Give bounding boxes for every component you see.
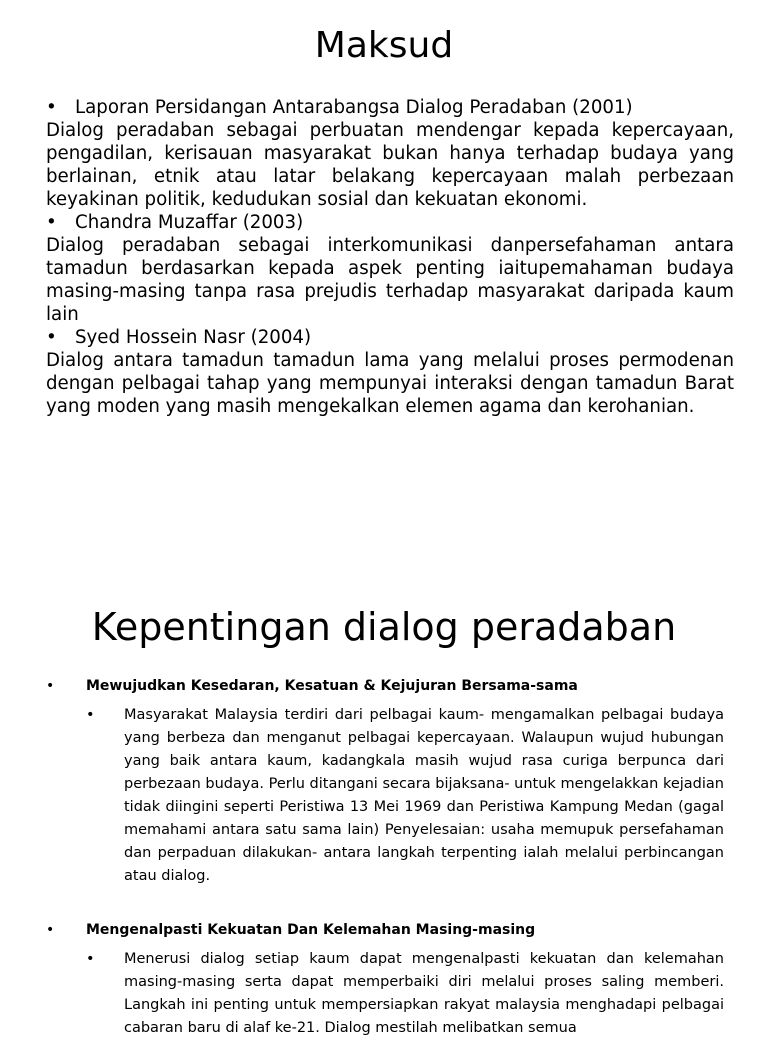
bullet-marker: •: [46, 922, 55, 938]
sub-bullet: [46, 704, 724, 888]
bullet-marker: •: [46, 678, 55, 694]
sub-bullet-text: Masyarakat Malaysia terdiri dari pelbagai kaum- mengamalkan pelbagai budaya yang berbeza dan menganut pelbagai kepercayaan. Walaupun wujud hubungan yang baik antara kaum, kadangkala masih wujud rasa curiga berpunca dari perbezaan budaya. Perlu ditangani secara bijaksana- untuk mengelakkan kejadian tidak diingini seperti Peristiwa 13 Mei 1969 dan Peristiwa Kampung Medan (gagal memahami antara satu sama lain) Penyelesaian: usaha memupuk persefahaman dan perpaduan dilakukan- antara langkah terpenting ialah melalui perbincangan atau dialog.: [124, 707, 724, 884]
bullet-item: [46, 211, 734, 234]
importance-section: [46, 920, 724, 1040]
section-heading-text: Mewujudkan Kesedaran, Kesatuan & Kejujuran Bersama-sama: [86, 678, 578, 694]
definition-paragraph: Dialog peradaban sebagai interkomunikasi danpersefahaman antara tamadun berdasarkan kepada aspek penting iaitupemahaman budaya masing-masing tanpa rasa prejudis terhadap masyarakat daripada kaum lain: [46, 235, 734, 325]
bullet-marker: •: [46, 212, 57, 233]
sub-bullet-text: Menerusi dialog setiap kaum dapat mengenalpasti kekuatan dan kelemahan masing-masing serta dapat memperbaiki diri melalui proses saling memberi. Langkah ini penting untuk mempersiapkan rakyat malaysia menghadapi pelbagai cabaran baru di alaf ke-21. Dialog mestilah melibatkan semua: [124, 951, 724, 1036]
section-heading: [46, 920, 724, 940]
slide-body: [46, 96, 734, 418]
section-heading-text: Mengenalpasti Kekuatan Dan Kelemahan Masing-masing: [86, 922, 536, 938]
bullet-text: Laporan Persidangan Antarabangsa Dialog Peradaban (2001): [75, 97, 633, 118]
bullet-text: Chandra Muzaffar (2003): [75, 212, 304, 233]
bullet-item: [46, 96, 734, 119]
bullet-marker: •: [46, 327, 57, 348]
slide-title: Kepentingan dialog peradaban: [91, 605, 677, 649]
importance-section: [46, 676, 724, 888]
bullet-marker: •: [46, 97, 57, 118]
definition-paragraph: Dialog antara tamadun tamadun lama yang melalui proses permodenan dengan pelbagai tahap yang mempunyai interaksi dengan tamadun Barat yang moden yang masih mengekalkan elemen agama dan kerohanian.: [46, 350, 734, 417]
slide-title: Maksud: [314, 25, 454, 66]
definition-paragraph: Dialog peradaban sebagai perbuatan mendengar kepada kepercayaan, pengadilan, kerisauan masyarakat bukan hanya terhadap budaya yang berlainan, etnik atau latar belakang kepercayaan malah perbezaan keyakinan politik, kedudukan sosial dan kekuatan ekonomi.: [46, 120, 734, 210]
bullet-item: [46, 326, 734, 349]
sub-bullet: [46, 948, 724, 1040]
bullet-text: Syed Hossein Nasr (2004): [75, 327, 312, 348]
section-heading: [46, 676, 724, 696]
bullet-marker: •: [86, 951, 95, 967]
bullet-marker: •: [86, 707, 95, 723]
slide-kepentingan: [0, 590, 768, 1036]
